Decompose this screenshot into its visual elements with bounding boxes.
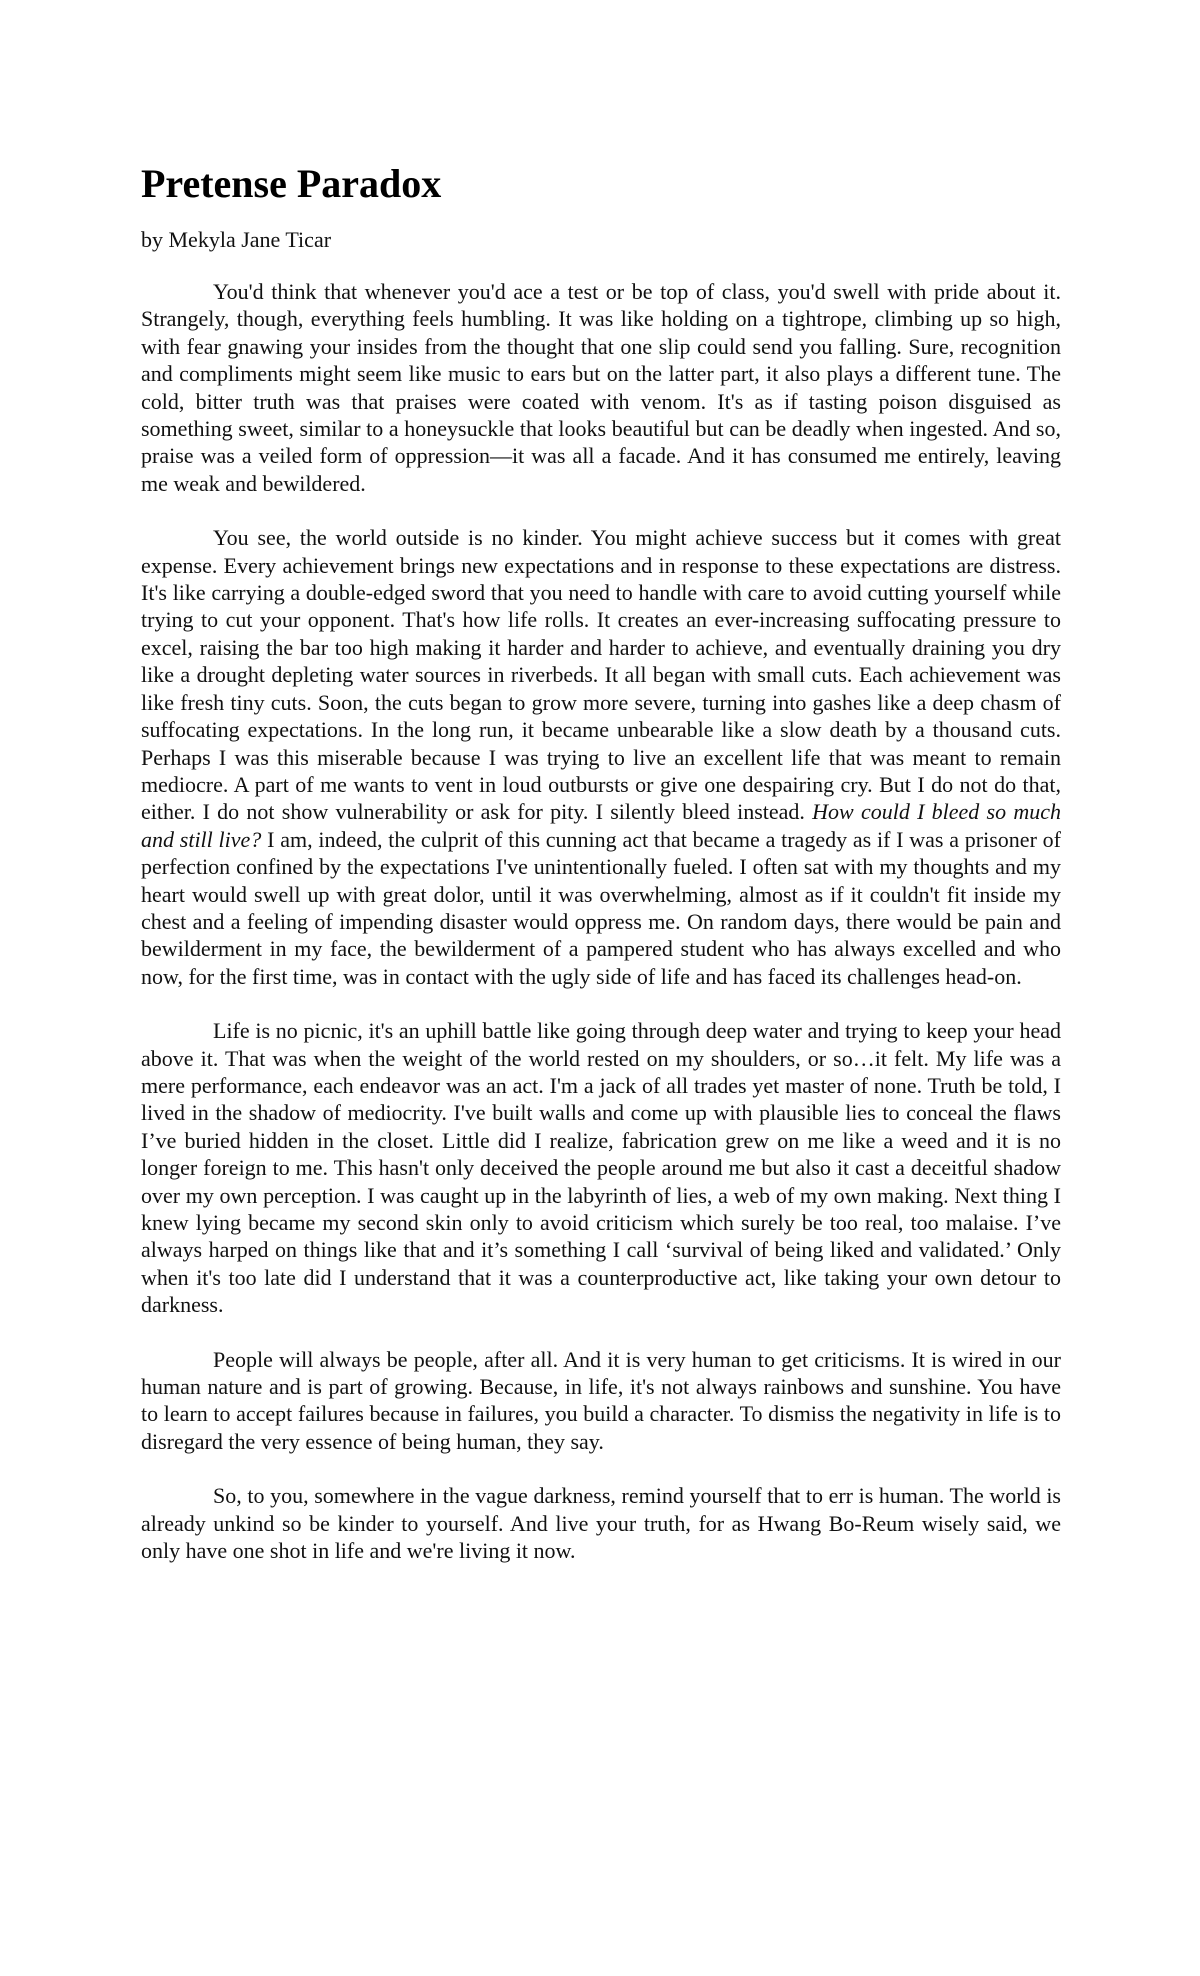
paragraph-3: Life is no picnic, it's an uphill battle like going through deep water and trying to keep your head above it. That was when the weight of the world rested on my shoulders, or so…it felt. My life was a mere performance, each endeavor was an act. I'm a jack of all trades yet master of none. Truth be told, I lived in the shadow of mediocrity. I've built walls and come up with plausible lies to conceal the flaws I’ve buried hidden in the closet. Little did I realize, fabrication grew on me like a weed and it is no longer foreign to me. This hasn't only deceived the people around me but also it cast a deceitful shadow over my own perception. I was caught up in the labyrinth of lies, a web of my own making. Next thing I knew lying became my second skin only to avoid criticism which surely be too real, too malaise. I’ve always harped on things like that and it’s something I call ‘survival of being liked and validated.’ Only when it's too late did I understand that it was a counterproductive act, like taking your own detour to darkness. <box>141 1018 1061 1318</box>
paragraph-2-part-1: You see, the world outside is no kinder. You might achieve success but it comes with great expense. Every achievement brings new expectations and in response to these expectations are distress. It's like carrying a double-edged sword that you need to handle with care to avoid cutting yourself while trying to cut your opponent. That's how life rolls. It creates an ever-increasing suffocating pressure to excel, raising the bar too high making it harder and harder to achieve, and eventually draining you dry like a drought depleting water sources in riverbeds. It all began with small cuts. Each achievement was like fresh tiny cuts. Soon, the cuts began to grow more severe, turning into gashes like a deep chasm of suffocating expectations. In the long run, it became unbearable like a slow death by a thousand cuts. Perhaps I was this miserable because I was trying to live an excellent life that was meant to remain mediocre. A part of me wants to vent in loud outbursts or give one despairing cry. But I do not do that, either. I do not show vulnerability or ask for pity. I silently bleed instead. <box>141 525 1061 825</box>
paragraph-2-part-2: I am, indeed, the culprit of this cunning act that became a tragedy as if I was a prisoner of perfection confined by the expectations I've unintentionally fueled. I often sat with my thoughts and my heart would swell up with great dolor, until it was overwhelming, almost as if it couldn't fit inside my chest and a feeling of impending disaster would oppress me. On random days, there would be pain and bewilderment in my face, the bewilderment of a pampered student who has always excelled and who now, for the first time, was in contact with the ugly side of life and has faced its challenges head-on. <box>141 826 1061 989</box>
paragraph-5: So, to you, somewhere in the vague darkness, remind yourself that to err is human. The world is already unkind so be kinder to yourself. And live your truth, for as Hwang Bo-Reum wisely said, we only have one shot in life and we're living it now. <box>141 1483 1061 1564</box>
document-page <box>141 160 1061 1591</box>
paragraph-2-italic-question: How could I bleed so much and still live? <box>141 799 1061 852</box>
paragraph-2 <box>141 524 1061 990</box>
document-author: by Mekyla Jane Ticar <box>141 227 332 252</box>
paragraph-4: People will always be people, after all. And it is very human to get criticisms. It is wired in our human nature and is part of growing. Because, in life, it's not always rainbows and sunshine. You have to learn to accept failures because in failures, you build a character. To dismiss the negativity in life is to disregard the very essence of being human, they say. <box>141 1346 1061 1454</box>
document-title: Pretense Paradox <box>141 161 442 206</box>
paragraph-1: You'd think that whenever you'd ace a test or be top of class, you'd swell with pride about it. Strangely, though, everything feels humbling. It was like holding on a tightrope, climbing up so high, with fear gnawing your insides from the thought that one slip could send you falling. Sure, recognition and compliments might seem like music to ears but on the latter part, it also plays a different tune. The cold, bitter truth was that praises were coated with venom. It's as if tasting poison disguised as something sweet, similar to a honeysuckle that looks beautiful but can be deadly when ingested. And so, praise was a veiled form of oppression—it was all a facade. And it has consumed me entirely, leaving me weak and bewildered. <box>141 279 1061 496</box>
